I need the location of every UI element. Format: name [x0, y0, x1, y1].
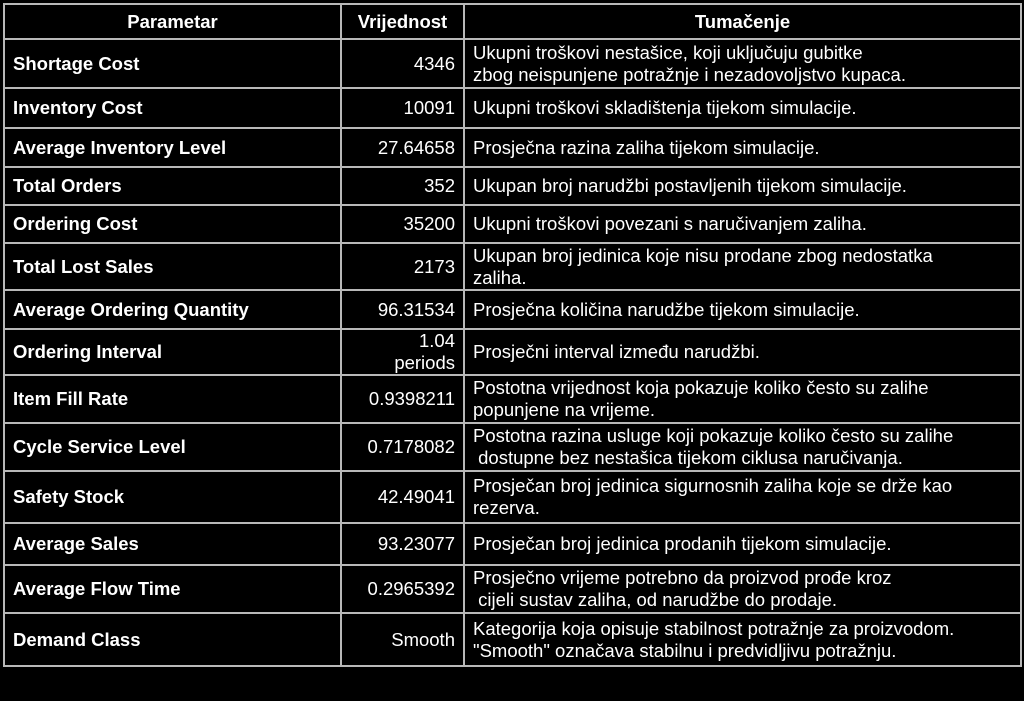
interpretation-line: rezerva.	[473, 497, 540, 518]
value-text: 35200	[403, 213, 455, 234]
parameter-cell: Total Lost Sales	[4, 243, 341, 290]
interpretation-line: zaliha.	[473, 266, 527, 288]
interpretation-line: Prosječno vrijeme potrebno da proizvod prođe kroz	[473, 567, 892, 588]
value-cell	[341, 290, 464, 329]
parameter-cell: Demand Class	[4, 613, 341, 666]
interpretation-line: Ukupni troškovi nestašice, koji uključuju gubitke	[473, 41, 863, 63]
interpretation-cell	[464, 290, 1021, 329]
value-text: 4346	[413, 52, 455, 74]
header-row	[4, 4, 1021, 39]
interpretation-line: cijeli sustav zaliha, od narudžbe do prodaje.	[473, 589, 838, 610]
parameter-cell: Average Ordering Quantity	[4, 290, 341, 329]
interpretation-cell	[464, 205, 1021, 243]
interpretation-cell	[464, 39, 1021, 88]
interpretation-line: Prosječna količina narudžbe tijekom simulacije.	[473, 298, 860, 320]
value-cell	[341, 128, 464, 167]
parameter-cell: Inventory Cost	[4, 88, 341, 128]
interpretation-line: Prosječna razina zaliha tijekom simulacije.	[473, 136, 820, 158]
interpretation-line: Postotna razina usluge koji pokazuje koliko često su zalihe	[473, 425, 954, 446]
interpretation-line: Kategorija koja opisuje stabilnost potražnje za proizvodom.	[473, 617, 955, 639]
interpretation-line: popunjene na vrijeme.	[473, 399, 656, 420]
value-cell	[341, 375, 464, 423]
table-row	[4, 613, 1021, 666]
interpretation-line: Postotna vrijednost koja pokazuje koliko često su zalihe	[473, 377, 929, 398]
interpretation-cell	[464, 523, 1021, 565]
interpretation-line: Prosječan broj jedinica sigurnosnih zaliha koje se drže kao	[473, 475, 953, 496]
value-unit: periods	[394, 352, 455, 373]
header-parameter: Parametar	[4, 4, 341, 39]
value-cell	[341, 39, 464, 88]
interpretation-line: zbog neispunjene potražnje i nezadovoljstvo kupaca.	[473, 63, 906, 85]
table-row	[4, 565, 1021, 613]
header-value: Vrijednost	[341, 4, 464, 39]
interpretation-cell	[464, 613, 1021, 666]
interpretation-cell	[464, 167, 1021, 205]
value-text: 96.31534	[377, 298, 455, 320]
interpretation-cell	[464, 423, 1021, 471]
table-row	[4, 128, 1021, 167]
interpretation-line: Ukupni troškovi povezani s naručivanjem zaliha.	[473, 213, 867, 234]
parameter-cell: Ordering Cost	[4, 205, 341, 243]
value-text: 1.04	[418, 330, 455, 351]
table-row	[4, 329, 1021, 375]
interpretation-cell	[464, 471, 1021, 523]
interpretation-cell	[464, 243, 1021, 290]
value-text: Smooth	[391, 628, 455, 650]
table-row	[4, 205, 1021, 243]
value-text: 10091	[403, 97, 455, 118]
value-cell	[341, 329, 464, 375]
parameter-cell: Average Inventory Level	[4, 128, 341, 167]
value-cell	[341, 243, 464, 290]
interpretation-line: "Smooth" označava stabilnu i predvidljivu potražnju.	[473, 639, 897, 661]
table-row	[4, 88, 1021, 128]
header-interpretation: Tumačenje	[464, 4, 1021, 39]
parameter-cell: Shortage Cost	[4, 39, 341, 88]
table-row	[4, 39, 1021, 88]
interpretation-line: Ukupan broj jedinica koje nisu prodane zbog nedostatka	[473, 244, 933, 266]
value-cell	[341, 613, 464, 666]
results-table	[3, 3, 1022, 667]
interpretation-line: Ukupni troškovi skladištenja tijekom simulacije.	[473, 97, 857, 118]
value-text: 0.2965392	[367, 578, 455, 599]
interpretation-cell	[464, 375, 1021, 423]
parameter-cell: Safety Stock	[4, 471, 341, 523]
value-cell	[341, 205, 464, 243]
table-row	[4, 423, 1021, 471]
interpretation-line: dostupne bez nestašica tijekom ciklusa naručivanja.	[473, 447, 903, 468]
table-row	[4, 167, 1021, 205]
table-row	[4, 290, 1021, 329]
value-text: 2173	[413, 255, 455, 277]
value-cell	[341, 471, 464, 523]
interpretation-line: Prosječan broj jedinica prodanih tijekom simulacije.	[473, 533, 892, 554]
table-row	[4, 243, 1021, 290]
interpretation-line: Ukupan broj narudžbi postavljenih tijekom simulacije.	[473, 175, 907, 196]
table-row	[4, 375, 1021, 423]
value-text: 93.23077	[377, 533, 455, 554]
value-cell	[341, 565, 464, 613]
parameter-cell: Total Orders	[4, 167, 341, 205]
parameter-cell: Average Sales	[4, 523, 341, 565]
interpretation-cell	[464, 88, 1021, 128]
interpretation-cell	[464, 128, 1021, 167]
value-cell	[341, 167, 464, 205]
value-text: 352	[424, 175, 455, 196]
value-text: 0.7178082	[367, 436, 455, 457]
parameter-cell: Ordering Interval	[4, 329, 341, 375]
interpretation-cell	[464, 329, 1021, 375]
value-cell	[341, 88, 464, 128]
parameter-cell: Average Flow Time	[4, 565, 341, 613]
value-cell	[341, 523, 464, 565]
parameter-cell: Item Fill Rate	[4, 375, 341, 423]
value-text: 0.9398211	[368, 388, 455, 409]
table-row	[4, 523, 1021, 565]
parameter-cell: Cycle Service Level	[4, 423, 341, 471]
value-text: 42.49041	[377, 486, 455, 507]
table-row	[4, 471, 1021, 523]
interpretation-cell	[464, 565, 1021, 613]
value-text: 27.64658	[377, 136, 455, 158]
interpretation-line: Prosječni interval između narudžbi.	[473, 341, 760, 362]
value-cell	[341, 423, 464, 471]
